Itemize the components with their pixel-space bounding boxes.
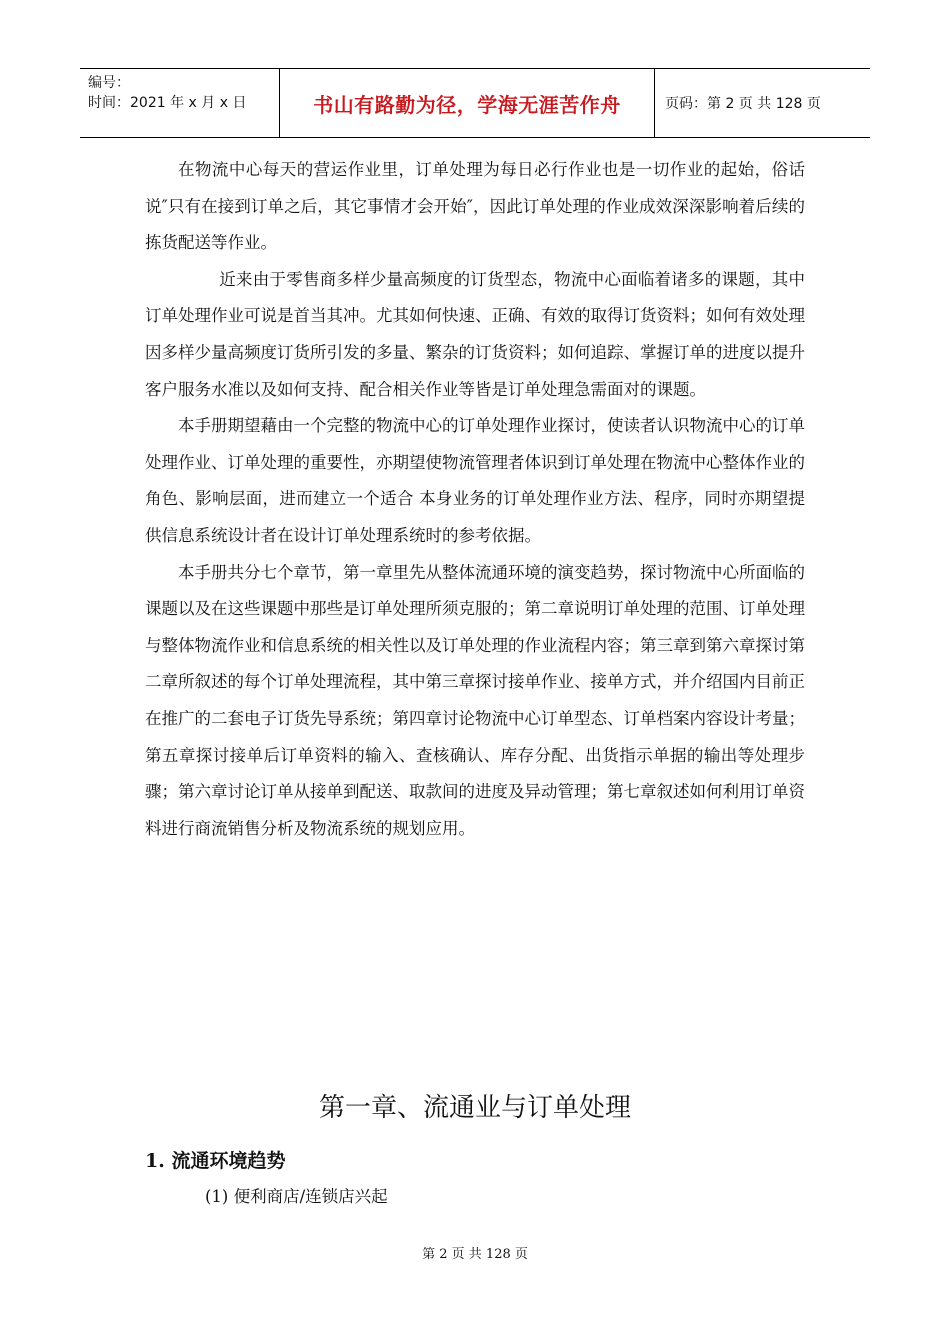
paragraph-purpose: 本手册期望藉由一个完整的物流中心的订单处理作业探讨，使读者认识物流中心的订单处理作业、订单处理的重要性，亦期望使物流管理者体识到订单处理在物流中心整体作业的角色、影响层面，进而建立一个适合 本身业务的订单处理作业方法、程序，同时亦期望提供信息系统设计者在设计订单处理系统时的参考依据。 bbox=[145, 416, 805, 545]
paragraph-challenges: 近来由于零售商多样少量高频度的订货型态，物流中心面临着诸多的课题，其中订单处理作业可说是首当其冲。尤其如何快速、正确、有效的取得订货资料；如何有效处理因多样少量高频度订货所引发的多量、繁杂的订货资料；如何追踪、掌握订单的进度以提升客户服务水准以及如何支持、配合相关作业等皆是订单处理急需面对的课题。 bbox=[145, 269, 805, 399]
paragraph-outline: 本手册共分七个章节，第一章里先从整体流通环境的演变趋势，探讨物流中心所面临的课题以及在这些课题中那些是订单处理所须克服的；第二章说明订单处理的范围、订单处理与整体物流作业和信息系统的相关性以及订单处理的作业流程内容；第三章到第六章探讨第二章所叙述的每个订单处理流程，其中第三章探讨接单作业、接单方式，并介绍国内目前正在推广的二套电子订货先导系统；第四章讨论物流中心订单型态、订单档案内容设计考量；第五章探讨接单后订单资料的输入、查核确认、库存分配、出货指示单据的输出等处理步骤；第六章讨论订单从接单到配送、取款间的进度及异动管理；第七章叙述如何利用订单资料进行商流销售分析及物流系统的规划应用。 bbox=[145, 562, 805, 838]
header-motto: 书山有路勤为径，学海无涯苦作舟 bbox=[280, 69, 655, 137]
document-header bbox=[80, 68, 870, 138]
subsection-title: (1) 便利商店/连锁店兴起 bbox=[205, 1187, 388, 1206]
chapter-title: 第一章、流通业与订单处理 bbox=[318, 1093, 631, 1123]
paragraph-intro: 在物流中心每天的营运作业里，订单处理为每日必行作业也是一切作业的起始，俗话说″只有在接到订单之后，其它事情才会开始″，因此订单处理的作业成效深深影响着后续的拣货配送等作业。 bbox=[145, 160, 805, 253]
section-title: 1. 流通环境趋势 bbox=[145, 1150, 286, 1172]
header-page-info: 页码：第 2 页 共 128 页 bbox=[665, 96, 821, 112]
header-meta bbox=[80, 69, 280, 137]
number-label: 编号： bbox=[88, 75, 130, 91]
page-footer: 第 2 页 共 128 页 bbox=[422, 1247, 528, 1262]
time-label: 时间：2021 年 x 月 x 日 bbox=[88, 95, 247, 111]
body-text bbox=[145, 152, 805, 847]
